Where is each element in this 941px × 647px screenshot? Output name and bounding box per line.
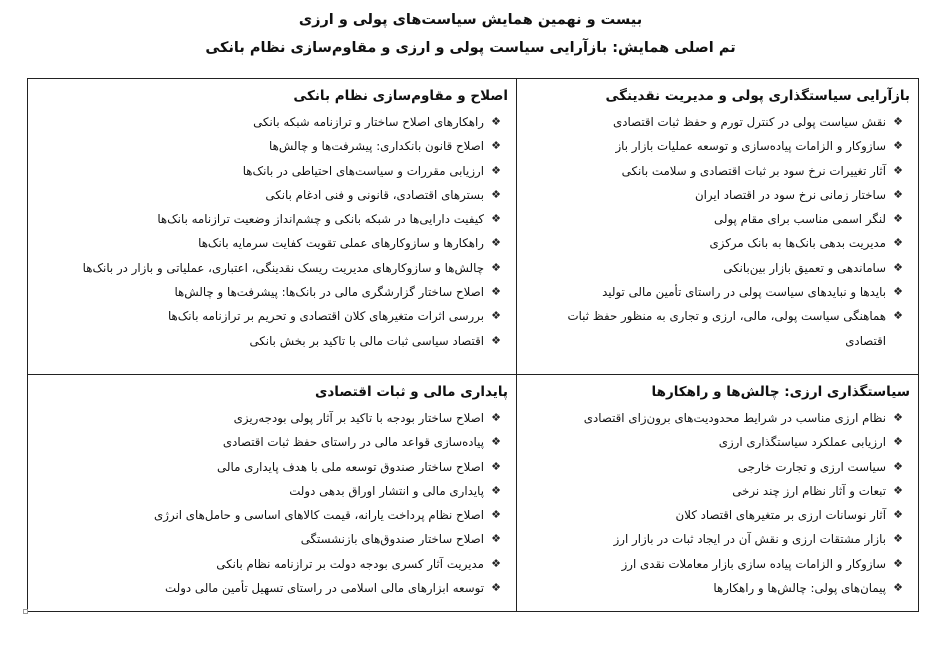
list-item-text: نظام ارزی مناسب در شرایط محدودیت‌های برون‌زای اقتصادی [583, 411, 886, 425]
list-item-text: آثار تغییرات نرخ سود بر ثبات اقتصادی و سلامت بانکی [621, 163, 886, 178]
list-item [36, 503, 508, 527]
list-item [524, 256, 910, 280]
diamond-bullet-icon: ❖ [893, 435, 903, 449]
list-item-text: راهکارها و سازوکارهای عملی تقویت کفایت سرمایه بانک‌ها [198, 236, 484, 251]
diamond-bullet-icon: ❖ [893, 309, 903, 323]
list-item-text: ساختار زمانی نرخ سود در اقتصاد ایران [694, 187, 886, 202]
list-item-text: بررسی اثرات متغیرهای کلان اقتصادی و تحریم بر ترازنامه بانک‌ها [167, 309, 484, 324]
list-item [524, 552, 910, 576]
list-item-text: اصلاح قانون بانکداری: پیشرفت‌ها و چالش‌ها [269, 139, 484, 154]
list-item-text: کیفیت دارایی‌ها در شبکه بانکی و چشم‌انداز وضعیت ترازنامه بانک‌ها [157, 212, 484, 227]
diamond-bullet-icon: ❖ [491, 236, 501, 250]
list-item-text: اصلاح ساختار صندوق‌های بازنشستگی [300, 532, 484, 547]
list-item [36, 576, 508, 600]
list-item [524, 183, 910, 207]
list-item [36, 406, 508, 430]
list-item-text: راهکارهای اصلاح ساختار و ترازنامه شبکه بانکی [253, 115, 484, 129]
list-item-text: هماهنگی سیاست پولی، مالی، ارزی و تجاری به منظور حفظ ثبات اقتصادی [567, 309, 886, 348]
diamond-bullet-icon: ❖ [893, 411, 903, 424]
list-item-text: پیمان‌های پولی: چالش‌ها و راهکارها [713, 581, 886, 596]
list-item-text: سازوکار و الزامات پیاده‌سازی و توسعه عملیات بازار باز [615, 139, 886, 154]
diamond-bullet-icon: ❖ [893, 483, 903, 497]
list-item-text: نقش سیاست پولی در کنترل تورم و حفظ ثبات اقتصادی [613, 115, 886, 129]
diamond-bullet-icon: ❖ [491, 411, 501, 424]
list-item-text: سازوکار و الزامات پیاده سازی بازار معاملات نقدی ارز [621, 556, 886, 571]
section-heading: سیاستگذاری ارزی: چالش‌ها و راهکارها [651, 384, 910, 400]
list-item [36, 552, 508, 576]
diamond-bullet-icon: ❖ [893, 285, 903, 299]
list-item [524, 304, 910, 353]
diamond-bullet-icon: ❖ [893, 260, 903, 274]
diamond-bullet-icon: ❖ [893, 212, 903, 226]
diamond-bullet-icon: ❖ [491, 212, 501, 226]
list-item-text: اقتصاد سیاسی ثبات مالی با تاکید بر بخش بانکی [249, 333, 484, 348]
list-item-text: بازار مشتقات ارزی و نقش آن در ایجاد ثبات در بازار ارز [613, 532, 886, 547]
diamond-bullet-icon: ❖ [893, 115, 903, 128]
list-item [524, 280, 910, 304]
topic-list [524, 406, 910, 600]
list-item [36, 159, 508, 183]
list-item-text: اصلاح ساختار بودجه با تاکید بر آثار پولی بودجه‌ریزی [233, 411, 484, 425]
diamond-bullet-icon: ❖ [893, 581, 903, 595]
list-item-text: مدیریت بدهی بانک‌ها به بانک مرکزی [709, 236, 886, 251]
list-item [36, 527, 508, 551]
diamond-bullet-icon: ❖ [491, 581, 501, 595]
diamond-bullet-icon: ❖ [491, 163, 501, 177]
list-item [524, 455, 910, 479]
list-item-text: اصلاح ساختار گزارشگری مالی در بانک‌ها: پیشرفت‌ها و چالش‌ها [174, 285, 484, 300]
list-item-text: توسعه ابزارهای مالی اسلامی در راستای تسهیل تأمین مالی دولت [165, 581, 484, 596]
section-heading: پایداری مالی و ثبات اقتصادی [315, 384, 508, 400]
diamond-bullet-icon: ❖ [491, 556, 501, 570]
list-item [36, 256, 508, 280]
section-heading: اصلاح و مقاوم‌سازی نظام بانکی [293, 88, 508, 104]
list-item [36, 455, 508, 479]
list-item [36, 479, 508, 503]
list-item [36, 183, 508, 207]
list-item-text: آثار نوسانات ارزی بر متغیرهای اقتصاد کلان [675, 508, 886, 523]
list-item-text: چالش‌ها و سازوکارهای مدیریت ریسک نقدینگی، اعتباری، عملیاتی و بازار در بانک‌ها [82, 260, 484, 275]
list-item-text: تبعات و آثار نظام ارز چند نرخی [732, 483, 886, 498]
diamond-bullet-icon: ❖ [491, 309, 501, 323]
diamond-bullet-icon: ❖ [491, 435, 501, 449]
diamond-bullet-icon: ❖ [491, 139, 501, 153]
list-item-text: ارزیابی مقررات و سیاست‌های احتیاطی در بانک‌ها [242, 163, 484, 178]
table-resize-handle[interactable] [23, 609, 28, 614]
list-item [36, 280, 508, 304]
conference-theme: تم اصلی همایش: بازآرایی سیاست پولی و ارزی و مقاوم‌سازی نظام بانکی [205, 40, 736, 56]
list-item [36, 329, 508, 353]
list-item-text: ارزیابی عملکرد سیاستگذاری ارزی [718, 435, 886, 450]
list-item [524, 479, 910, 503]
diamond-bullet-icon: ❖ [491, 333, 501, 347]
diamond-bullet-icon: ❖ [491, 459, 501, 473]
list-item-text: بسترهای اقتصادی، قانونی و فنی ادغام بانکی [265, 187, 484, 202]
conference-title: بیست و نهمین همایش سیاست‌های پولی و ارزی [298, 12, 643, 28]
diamond-bullet-icon: ❖ [491, 532, 501, 546]
list-item-text: اصلاح نظام پرداخت یارانه، قیمت کالاهای اساسی و حامل‌های انرژی [154, 508, 484, 523]
list-item [36, 110, 508, 134]
list-item [524, 231, 910, 255]
list-item [524, 207, 910, 231]
topic-list [524, 110, 910, 353]
diamond-bullet-icon: ❖ [893, 187, 903, 201]
list-item [36, 430, 508, 454]
section-heading: بازآرایی سیاستگذاری پولی و مدیریت نقدینگی [605, 88, 910, 104]
list-item [36, 207, 508, 231]
list-item-text: لنگر اسمی مناسب برای مقام پولی [714, 212, 886, 227]
section-fiscal-stability [28, 375, 516, 613]
list-item [524, 503, 910, 527]
list-item-text: سیاست ارزی و تجارت خارجی [737, 459, 886, 474]
topics-table [27, 78, 919, 612]
diamond-bullet-icon: ❖ [893, 163, 903, 177]
diamond-bullet-icon: ❖ [893, 508, 903, 522]
list-item [36, 231, 508, 255]
list-item [524, 406, 910, 430]
list-item [524, 159, 910, 183]
list-item [524, 527, 910, 551]
list-item-text: پیاده‌سازی قواعد مالی در راستای حفظ ثبات اقتصادی [222, 435, 484, 450]
list-item-text: اصلاح ساختار صندوق توسعه ملی با هدف پایداری مالی [217, 459, 484, 474]
diamond-bullet-icon: ❖ [893, 556, 903, 570]
section-banking-reform [28, 79, 516, 374]
list-item [36, 304, 508, 328]
list-item [36, 134, 508, 158]
list-item-text: مدیریت آثار کسری بودجه دولت بر ترازنامه نظام بانکی [216, 556, 484, 571]
diamond-bullet-icon: ❖ [491, 508, 501, 522]
list-item-text: ساماندهی و تعمیق بازار بین‌بانکی [723, 260, 886, 275]
diamond-bullet-icon: ❖ [491, 260, 501, 274]
topic-list [36, 406, 508, 600]
section-monetary-policy [516, 79, 918, 374]
diamond-bullet-icon: ❖ [491, 115, 501, 128]
list-item [524, 110, 910, 134]
diamond-bullet-icon: ❖ [893, 236, 903, 250]
diamond-bullet-icon: ❖ [491, 187, 501, 201]
list-item [524, 576, 910, 600]
document-title [0, 6, 941, 62]
diamond-bullet-icon: ❖ [893, 532, 903, 546]
list-item [524, 134, 910, 158]
diamond-bullet-icon: ❖ [491, 483, 501, 497]
list-item-text: بایدها و نبایدهای سیاست پولی در راستای تأمین مالی تولید [602, 285, 886, 300]
list-item [524, 430, 910, 454]
topic-list [36, 110, 508, 353]
list-item-text: پایداری مالی و انتشار اوراق بدهی دولت [289, 483, 484, 498]
diamond-bullet-icon: ❖ [491, 285, 501, 299]
diamond-bullet-icon: ❖ [893, 139, 903, 153]
diamond-bullet-icon: ❖ [893, 459, 903, 473]
section-exchange-policy [516, 375, 918, 613]
